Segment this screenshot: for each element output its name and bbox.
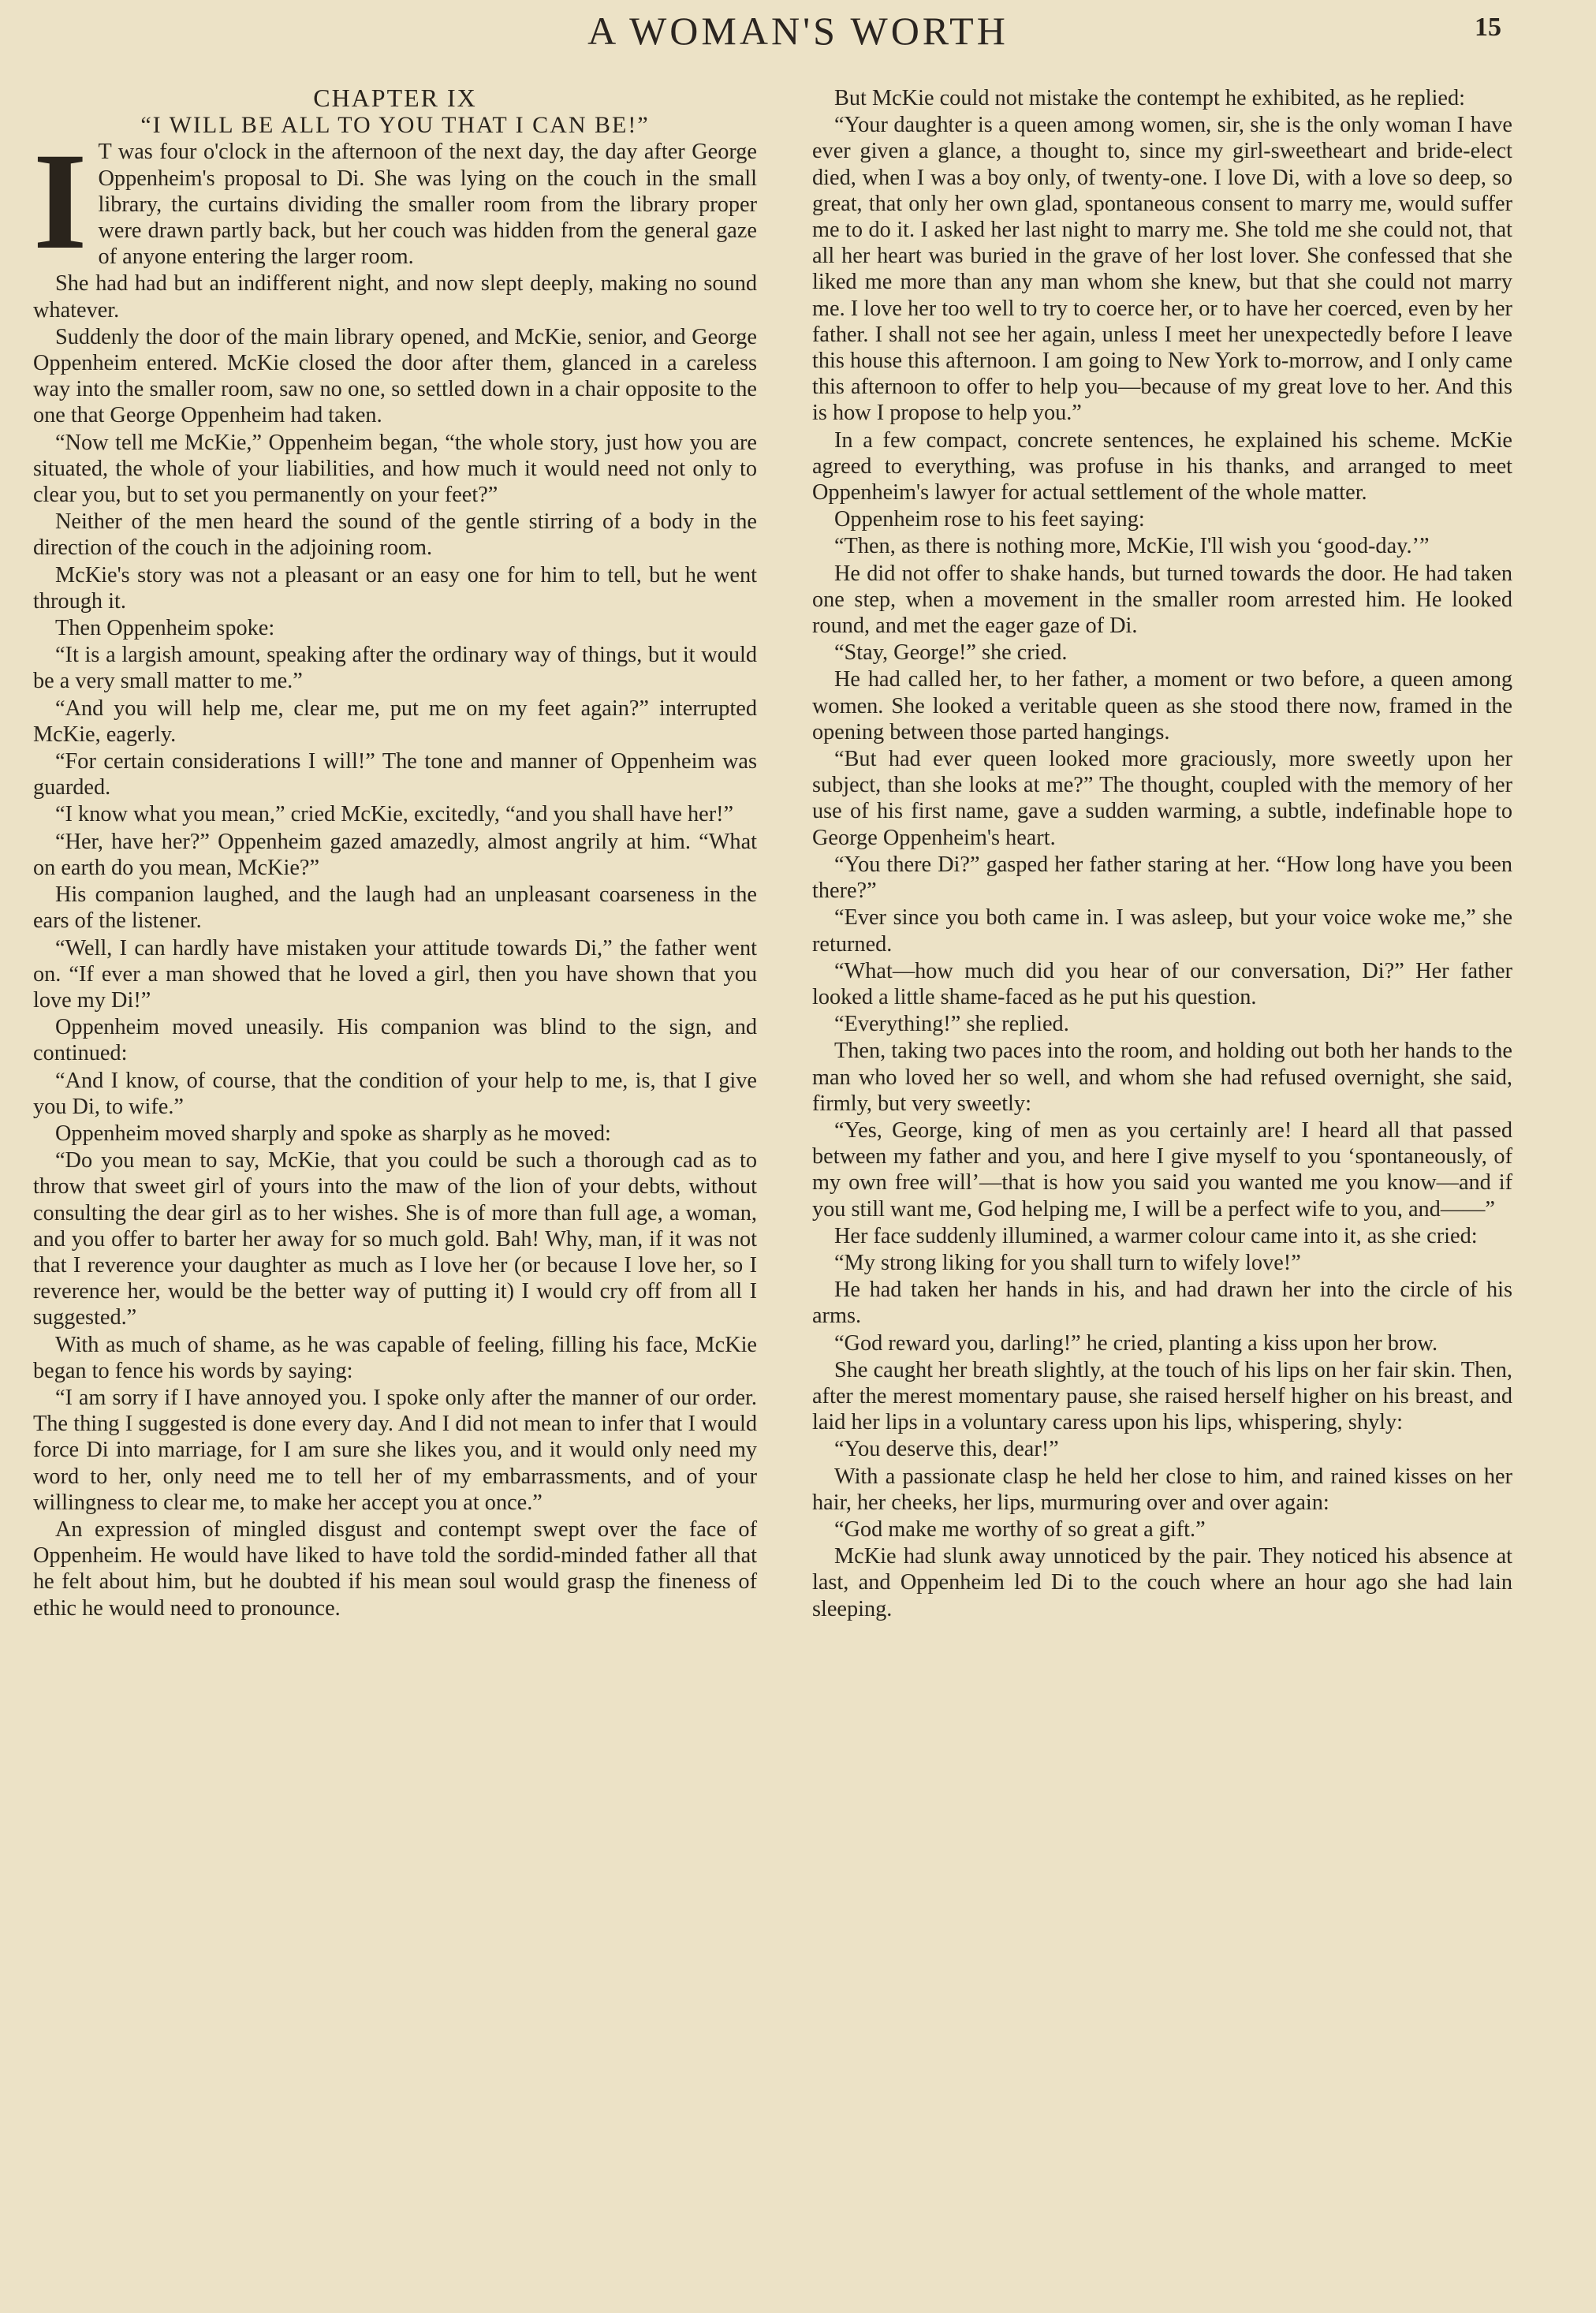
- paragraph: McKie had slunk away unnoticed by the pair. They noticed his absence at last, and Oppenheim led Di to the couch where an hour ago she had lain sleeping.: [812, 1544, 1512, 1621]
- page-header: [0, 8, 1596, 55]
- paragraph: “Everything!” she replied.: [834, 1012, 1069, 1037]
- page-number: 15: [1475, 13, 1501, 42]
- paragraph: “Your daughter is a queen among women, sir, she is the only woman I have ever given a glance, a thought to, since my girl-sweetheart and bride-elect died, when I was a boy only, of twenty-one. I love Di, with a love so deep, so great, that only her own glad, spontaneous consent to marry me, would suffer me to do it. I asked her last night to marry me. She told me she could not, that all her heart was buried in the grave of her lost lover. She confessed that she liked me more than any man whom she knew, but that she could not marry me. I love her too well to try to coerce her, or to have her coerced, even by her father. I shall not see her again, unless I meet her unexpectedly before I leave this house this afternoon. I am going to New York to-morrow, and I only came this afternoon to offer to help you—because of my great love to her. And this is how I propose to help you.”: [812, 113, 1512, 426]
- paragraph: “Now tell me McKie,” Oppenheim began, “the whole story, just how you are situated, the whole of your liabilities, and how much it would need not only to clear you, but to set you permanently on your feet?”: [33, 430, 757, 508]
- paragraph: “Stay, George!” she cried.: [834, 640, 1068, 666]
- paragraph: “God reward you, darling!” he cried, planting a kiss upon her brow.: [834, 1330, 1438, 1356]
- paragraph: “Do you mean to say, McKie, that you could be such a thorough cad as to throw that sweet girl of yours into the maw of the lion of your debts, without consulting the dear girl as to her wishes. She is of more than full age, a woman, and you offer to barter her away for so much gold. Bah! Why, man, if it was not that I reverence your daughter as much as I love her (or because I love her, so I reverence her, would be the better way of putting it) I would cry off from all I suggested.”: [33, 1148, 757, 1330]
- paragraph: “You deserve this, dear!”: [834, 1437, 1059, 1462]
- paragraph: “I know what you mean,” cried McKie, excitedly, “and you shall have her!”: [55, 802, 734, 827]
- paragraph: Oppenheim moved sharply and spoke as sharply as he moved:: [55, 1121, 611, 1146]
- paragraph: Oppenheim rose to his feet saying:: [834, 507, 1145, 532]
- left-column: [33, 85, 757, 1621]
- paragraph: He had taken her hands in his, and had drawn her into the circle of his arms.: [812, 1278, 1512, 1329]
- paragraph: “God make me worthy of so great a gift.”: [834, 1517, 1206, 1542]
- paragraph: In a few compact, concrete sentences, he explained his scheme. McKie agreed to everything, was profuse in his thanks, and arranged to meet Oppenheim's lawyer for actual settlement of the whole matter.: [812, 427, 1512, 506]
- paragraph: But McKie could not mistake the contempt he exhibited, as he replied:: [834, 86, 1465, 110]
- paragraph: “Her, have her?” Oppenheim gazed amazedly, almost angrily at him. “What on earth do you mean, McKie?”: [33, 829, 757, 880]
- paragraph: “But had ever queen looked more graciously, more sweetly upon her subject, than she looks at me?” The thought, coupled with the memory of her use of his first name, gave a sudden warming, a subtle, indefinable hope to George Oppenheim's heart.: [812, 747, 1512, 850]
- drop-cap: I: [33, 125, 88, 279]
- paragraph: With as much of shame, as he was capable of feeling, filling his face, McKie began to fence his words by saying:: [33, 1332, 757, 1383]
- paragraph: “You there Di?” gasped her father staring at her. “How long have you been there?”: [812, 852, 1512, 904]
- paragraph: “My strong liking for you shall turn to wifely love!”: [834, 1250, 1301, 1275]
- paragraph: “Yes, George, king of men as you certainly are! I heard all that passed between my father and you, and here I give myself to you ‘spontaneously, of my own free will’—that is how you said you wanted me you know—and if you still want me, God helping me, I will be a perfect wife to you, and——”: [812, 1117, 1512, 1222]
- paragraph: “And I know, of course, that the condition of your help to me, is, that I give you Di, to wife.”: [33, 1068, 757, 1119]
- paragraph: With a passionate clasp he held her close to him, and rained kisses on her hair, her cheeks, her lips, murmuring over and over again:: [812, 1464, 1512, 1515]
- paragraph: “It is a largish amount, speaking after the ordinary way of things, but it would be a very small matter to me.”: [33, 643, 757, 694]
- paragraph: “Ever since you both came in. I was asleep, but your voice woke me,” she returned.: [812, 905, 1512, 957]
- paragraph: Suddenly the door of the main library opened, and McKie, senior, and George Oppenheim entered. McKie closed the door after them, glanced in a careless way into the smaller room, saw no one, so settled down in a chair opposite to the one that George Oppenheim had taken.: [33, 324, 757, 428]
- running-title: A WOMAN'S WORTH: [587, 9, 1009, 53]
- paragraph-text: T was four o'clock in the afternoon of the next day, the day after George Oppenheim's proposal to Di. She was lying on the couch in the small library, the curtains dividing the smaller room from the library proper were drawn partly back, but her couch was hidden from the general gaze of anyone entering the larger room.: [98, 140, 757, 270]
- paragraph: “Well, I can hardly have mistaken your attitude towards Di,” the father went on. “If ever a man showed that he loved a girl, then you have shown that you love my Di!”: [33, 935, 757, 1013]
- paragraph: “Then, as there is nothing more, McKie, I'll wish you ‘good-day.’”: [834, 534, 1430, 559]
- paragraph: An expression of mingled disgust and contempt swept over the face of Oppenheim. He would have liked to have told the sordid-minded father all that he felt about him, but he doubted if his mean soul would grasp the fineness of ethic he would need to pronounce.: [33, 1517, 757, 1621]
- paragraph: “And you will help me, clear me, put me on my feet again?” interrupted McKie, eagerly.: [33, 696, 757, 747]
- paragraph: He had called her, to her father, a moment or two before, a queen among women. She looked a veritable queen as she stood there now, framed in the opening between those parted hangings.: [812, 667, 1512, 744]
- paragraph: His companion laughed, and the laugh had an unpleasant coarseness in the ears of the listener.: [33, 882, 757, 934]
- paragraph: Neither of the men heard the sound of the gentle stirring of a body in the direction of the couch in the adjoining room.: [33, 509, 757, 561]
- paragraph: Then Oppenheim spoke:: [55, 616, 275, 641]
- paragraph: Oppenheim moved uneasily. His companion was blind to the sign, and continued:: [33, 1015, 757, 1066]
- paragraph: “I am sorry if I have annoyed you. I spoke only after the manner of our order. The thing I suggested is done every day. And I did not mean to infer that I would force Di into marriage, for I am sure she likes you, and it would only need my word to her, only need me to tell her of my embarrassments, and of your willingness to clear me, to make her accept you at once.”: [33, 1385, 757, 1515]
- paragraph: She had had but an indifferent night, and now slept deeply, making no sound whatever.: [33, 271, 757, 323]
- chapter-number: CHAPTER IX: [313, 84, 477, 112]
- paragraph: Her face suddenly illumined, a warmer colour came into it, as she cried:: [834, 1223, 1478, 1248]
- paragraph: McKie's story was not a pleasant or an easy one for him to tell, but he went through it.: [33, 562, 757, 614]
- chapter-title: “I WILL BE ALL TO YOU THAT I CAN BE!”: [140, 112, 650, 139]
- paragraph: “What—how much did you hear of our conversation, Di?” Her father looked a little shame-faced as he put his question.: [812, 958, 1512, 1009]
- paragraph: Then, taking two paces into the room, and holding out both her hands to the man who loved her so well, and whom she had refused overnight, she said, firmly, but very sweetly:: [812, 1039, 1512, 1116]
- right-column: [812, 85, 1512, 1622]
- paragraph: He did not offer to shake hands, but turned towards the door. He had taken one step, when a movement in the smaller room arrested him. He looked round, and met the eager gaze of Di.: [812, 561, 1512, 639]
- paragraph: She caught her breath slightly, at the touch of his lips on her fair skin. Then, after the merest momentary pause, she raised herself higher on his breast, and laid her lips in a voluntary caress upon his lips, whispering, shyly:: [812, 1357, 1512, 1435]
- paragraph: “For certain considerations I will!” The tone and manner of Oppenheim was guarded.: [33, 749, 757, 800]
